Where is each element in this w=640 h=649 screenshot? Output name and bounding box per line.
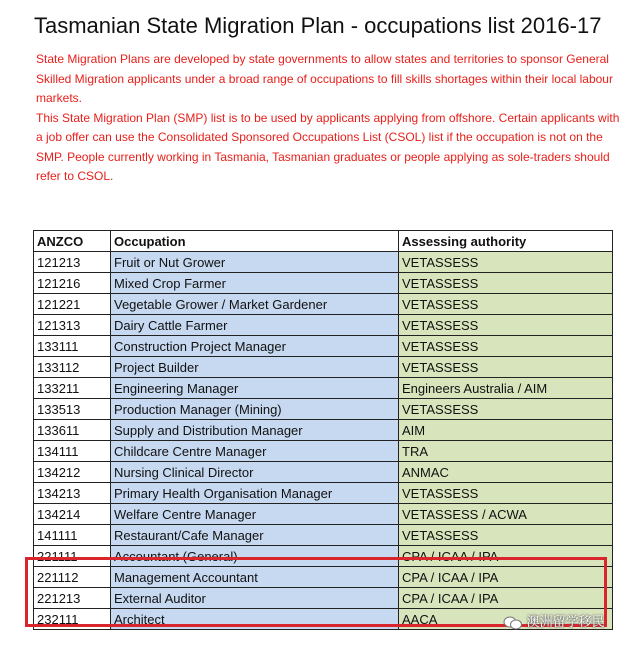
occupation-name: Welfare Centre Manager xyxy=(111,504,399,525)
table-row xyxy=(34,525,613,546)
assessing-authority: CPA / ICAA / IPA xyxy=(399,567,613,588)
assessing-authority: VETASSESS xyxy=(399,294,613,315)
occupation-name: Engineering Manager xyxy=(111,378,399,399)
assessing-authority: VETASSESS xyxy=(399,483,613,504)
assessing-authority: CPA / ICAA / IPA xyxy=(399,546,613,567)
assessing-authority: VETASSESS xyxy=(399,336,613,357)
header-assessing-authority: Assessing authority xyxy=(399,231,613,252)
occupation-name: Primary Health Organisation Manager xyxy=(111,483,399,504)
assessing-authority: AIM xyxy=(399,420,613,441)
occupation-name: Restaurant/Cafe Manager xyxy=(111,525,399,546)
anzco-code: 121213 xyxy=(34,252,111,273)
assessing-authority: CPA / ICAA / IPA xyxy=(399,588,613,609)
anzco-code: 134111 xyxy=(34,441,111,462)
table-header-row xyxy=(34,231,613,252)
header-occupation: Occupation xyxy=(111,231,399,252)
anzco-code: 133611 xyxy=(34,420,111,441)
anzco-code: 133112 xyxy=(34,357,111,378)
assessing-authority: VETASSESS xyxy=(399,315,613,336)
occupation-name: Management Accountant xyxy=(111,567,399,588)
occupation-name: Nursing Clinical Director xyxy=(111,462,399,483)
assessing-authority: Engineers Australia / AIM xyxy=(399,378,613,399)
anzco-code: 221213 xyxy=(34,588,111,609)
watermark-text: 澳洲留学移民 xyxy=(526,614,605,629)
assessing-authority: VETASSESS xyxy=(399,399,613,420)
anzco-code: 141111 xyxy=(34,525,111,546)
intro-paragraph-2: This State Migration Plan (SMP) list is to be used by applicants applying from offshore. Certain applicants with a job offer can use the Consolidated Sponsored Occupations List (CSOL) list if the occupation is not on the SMP. People currently working in Tasmania, Tasmanian graduates or people applying as sole-traders should refer to CSOL. xyxy=(36,110,620,183)
anzco-code: 133513 xyxy=(34,399,111,420)
occupation-name: Childcare Centre Manager xyxy=(111,441,399,462)
anzco-code: 221111 xyxy=(34,546,111,567)
table-row xyxy=(34,273,613,294)
header-anzco: ANZCO xyxy=(34,231,111,252)
assessing-authority: VETASSESS / ACWA xyxy=(399,504,613,525)
intro-text xyxy=(36,50,621,187)
wechat-icon xyxy=(503,616,523,630)
occupation-name: Architect xyxy=(111,609,399,630)
table-row xyxy=(34,336,613,357)
table-row xyxy=(34,357,613,378)
anzco-code: 134214 xyxy=(34,504,111,525)
table-row xyxy=(34,441,613,462)
table-row xyxy=(34,483,613,504)
table-row xyxy=(34,504,613,525)
occupation-name: Accountant (General) xyxy=(111,546,399,567)
table-row xyxy=(34,315,613,336)
anzco-code: 121313 xyxy=(34,315,111,336)
table-row xyxy=(34,294,613,315)
occupation-name: External Auditor xyxy=(111,588,399,609)
occupation-name: Mixed Crop Farmer xyxy=(111,273,399,294)
assessing-authority: VETASSESS xyxy=(399,273,613,294)
occupation-name: Production Manager (Mining) xyxy=(111,399,399,420)
table-row xyxy=(34,399,613,420)
occupation-name: Project Builder xyxy=(111,357,399,378)
assessing-authority: AACA xyxy=(399,609,613,630)
table-row xyxy=(34,252,613,273)
occupation-name: Fruit or Nut Grower xyxy=(111,252,399,273)
intro-paragraph-1: State Migration Plans are developed by state governments to allow states and territories to sponsor General Skilled Migration applicants under a broad range of occupations to fill skills shortages within their local labour markets. xyxy=(36,52,613,105)
anzco-code: 134213 xyxy=(34,483,111,504)
assessing-authority: ANMAC xyxy=(399,462,613,483)
assessing-authority: VETASSESS xyxy=(399,525,613,546)
occupation-name: Vegetable Grower / Market Gardener xyxy=(111,294,399,315)
anzco-code: 121221 xyxy=(34,294,111,315)
anzco-code: 232111 xyxy=(34,609,111,630)
occupation-name: Supply and Distribution Manager xyxy=(111,420,399,441)
assessing-authority: VETASSESS xyxy=(399,252,613,273)
assessing-authority: TRA xyxy=(399,441,613,462)
anzco-code: 133211 xyxy=(34,378,111,399)
document-title: Tasmanian State Migration Plan - occupations list 2016-17 xyxy=(34,13,602,38)
occupation-name: Construction Project Manager xyxy=(111,336,399,357)
table-row xyxy=(34,462,613,483)
watermark xyxy=(503,611,605,630)
table-row xyxy=(34,420,613,441)
anzco-code: 221112 xyxy=(34,567,111,588)
anzco-code: 134212 xyxy=(34,462,111,483)
anzco-code: 133111 xyxy=(34,336,111,357)
occupation-name: Dairy Cattle Farmer xyxy=(111,315,399,336)
anzco-code: 121216 xyxy=(34,273,111,294)
assessing-authority: VETASSESS xyxy=(399,357,613,378)
table-row xyxy=(34,378,613,399)
